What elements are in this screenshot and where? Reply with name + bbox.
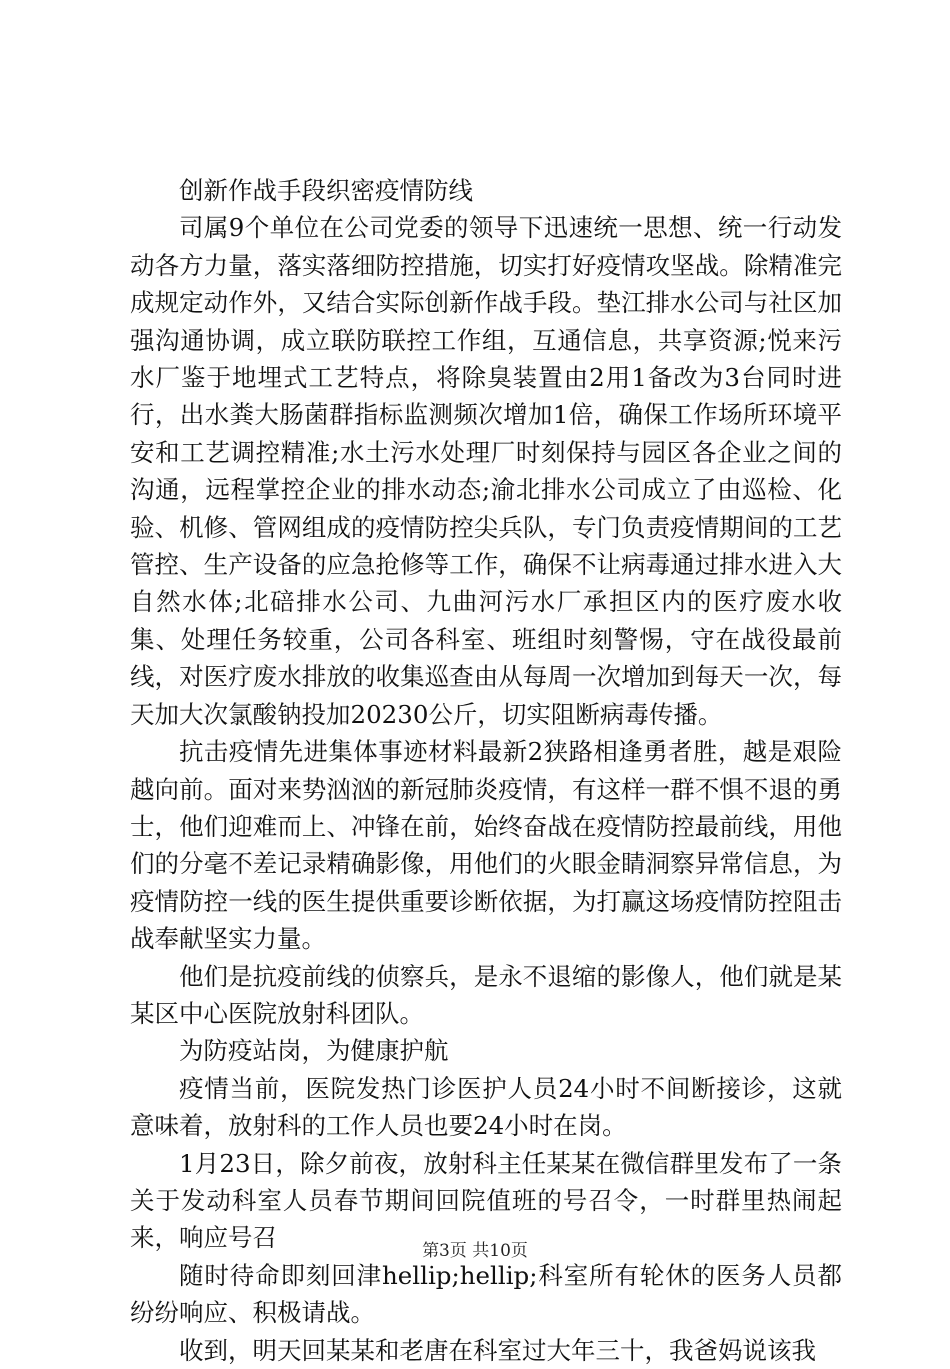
- document-body: [130, 172, 842, 1369]
- body-paragraph: 随时待命即刻回津hellip;hellip;科室所有轮休的医务人员都纷纷响应、积极请战。: [130, 1260, 842, 1328]
- page-number-footer: 第3页 共10页: [422, 1241, 528, 1261]
- body-paragraph: 抗击疫情先进集体事迹材料最新2狭路相逢勇者胜，越是艰险越向前。面对来势汹汹的新冠肺炎疫情，有这样一群不惧不退的勇士，他们迎难而上、冲锋在前，始终奋战在疫情防控最前线，用他们的分毫不差记录精确影像，用他们的火眼金睛洞察异常信息，为疫情防控一线的医生提供重要诊断依据，为打赢这场疫情防控阻击战奉献坚实力量。: [130, 737, 842, 954]
- body-paragraph: 他们是抗疫前线的侦察兵，是永不退缩的影像人，他们就是某某区中心医院放射科团队。: [130, 961, 842, 1028]
- section-heading: 创新作战手段织密疫情防线: [179, 176, 473, 205]
- body-paragraph: 1月23日，除夕前夜，放射科主任某某在微信群里发布了一条关于发动科室人员春节期间回院值班的号召令，一时群里热闹起来，响应号召: [130, 1148, 842, 1253]
- body-paragraph: 疫情当前，医院发热门诊医护人员24小时不间断接诊，这就意味着，放射科的工作人员也要24小时在岗。: [130, 1073, 842, 1141]
- body-paragraph: 收到，明天回某某和老唐在科室过大年三十，我爸妈说该我: [179, 1335, 816, 1365]
- section-heading: 为防疫站岗，为健康护航: [179, 1036, 449, 1066]
- body-paragraph: 司属9个单位在公司党委的领导下迅速统一思想、统一行动发动各方力量，落实落细防控措施，切实打好疫情攻坚战。除精准完成规定动作外，又结合实际创新作战手段。垫江排水公司与社区加强沟通协调，成立联防联控工作组，互通信息，共享资源;悦来污水厂鉴于地埋式工艺特点，将除臭装置由2用1备改为3台同时进行，出水粪大肠菌群指标监测频次增加1倍，确保工作场所环境平安和工艺调控精准;水土污水处理厂时刻保持与园区各企业之间的沟通，远程掌控企业的排水动态;渝北排水公司成立了由巡检、化验、机修、管网组成的疫情防控尖兵队，专门负责疫情期间的工艺管控、生产设备的应急抢修等工作，确保不让病毒通过排水进入大自然水体;北碚排水公司、九曲河污水厂承担区内的医疗废水收集、处理任务较重，公司各科室、班组时刻警惕，守在战役最前线，对医疗废水排放的收集巡查由从每周一次增加到每天一次，每天加大次氯酸钠投加20230公斤，切实阻断病毒传播。: [130, 213, 842, 729]
